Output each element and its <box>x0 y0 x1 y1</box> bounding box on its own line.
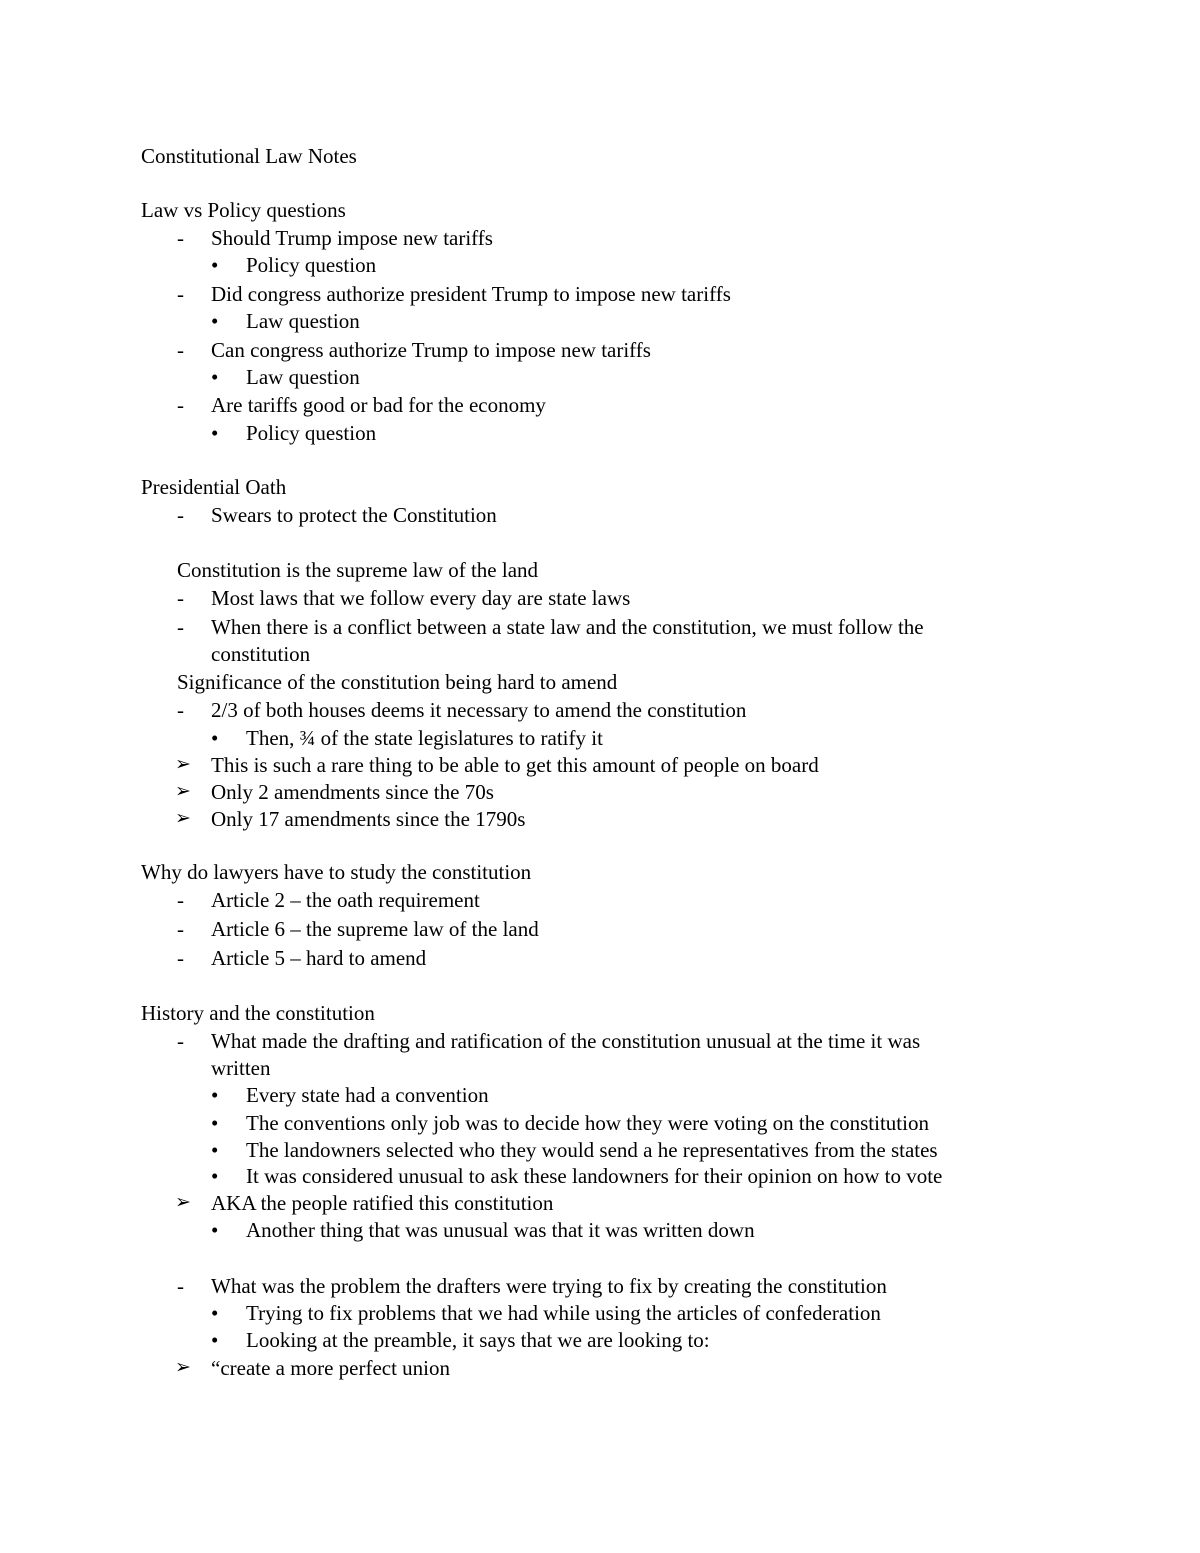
list-item: Trying to fix problems that we had while using the articles of confederation <box>246 1301 881 1325</box>
bullet-marker: • <box>211 726 219 750</box>
dash-marker: - <box>177 946 184 970</box>
list-item: Law question <box>246 309 360 333</box>
list-item: It was considered unusual to ask these landowners for their opinion on how to vote <box>246 1164 943 1188</box>
dash-marker: - <box>177 615 184 639</box>
list-item: 2/3 of both houses deems it necessary to amend the constitution <box>211 698 747 722</box>
list-item: Looking at the preamble, it says that we are looking to: <box>246 1328 710 1352</box>
dash-marker: - <box>177 226 184 250</box>
list-item-continuation: constitution <box>211 642 311 666</box>
bullet-marker: • <box>211 421 219 445</box>
bullet-marker: • <box>211 1083 219 1107</box>
bullet-marker: • <box>211 1111 219 1135</box>
bullet-marker: • <box>211 253 219 277</box>
dash-marker: - <box>177 1274 184 1298</box>
list-item: Policy question <box>246 253 377 277</box>
dash-marker: - <box>177 1029 184 1053</box>
list-item: “create a more perfect union <box>211 1356 451 1380</box>
subsection-heading: Significance of the constitution being hard to amend <box>177 670 618 694</box>
list-item: Law question <box>246 365 360 389</box>
list-item: Article 6 – the supreme law of the land <box>211 917 539 941</box>
list-item: When there is a conflict between a state law and the constitution, we must follow the <box>211 615 924 639</box>
list-item: What was the problem the drafters were trying to fix by creating the constitution <box>211 1274 887 1298</box>
bullet-marker: • <box>211 365 219 389</box>
list-item: The landowners selected who they would send a he representatives from the states <box>246 1138 938 1162</box>
subsection-heading: Constitution is the supreme law of the land <box>177 558 539 582</box>
section-heading: Presidential Oath <box>141 475 287 499</box>
arrow-marker-icon: ➢ <box>175 781 191 802</box>
document-title: Constitutional Law Notes <box>141 144 357 168</box>
list-item: Should Trump impose new tariffs <box>211 226 493 250</box>
list-item: Can congress authorize Trump to impose new tariffs <box>211 338 651 362</box>
list-item-continuation: written <box>211 1056 271 1080</box>
list-item: The conventions only job was to decide how they were voting on the constitution <box>246 1111 929 1135</box>
bullet-marker: • <box>211 1301 219 1325</box>
dash-marker: - <box>177 586 184 610</box>
list-item: Article 2 – the oath requirement <box>211 888 480 912</box>
list-item: This is such a rare thing to be able to get this amount of people on board <box>211 753 819 777</box>
dash-marker: - <box>177 503 184 527</box>
bullet-marker: • <box>211 309 219 333</box>
dash-marker: - <box>177 698 184 722</box>
list-item: Only 2 amendments since the 70s <box>211 780 494 804</box>
section-heading: Why do lawyers have to study the constitution <box>141 860 532 884</box>
bullet-marker: • <box>211 1218 219 1242</box>
dash-marker: - <box>177 393 184 417</box>
list-item: Another thing that was unusual was that it was written down <box>246 1218 755 1242</box>
list-item: Most laws that we follow every day are state laws <box>211 586 631 610</box>
list-item: Did congress authorize president Trump to impose new tariffs <box>211 282 731 306</box>
bullet-marker: • <box>211 1138 219 1162</box>
arrow-marker-icon: ➢ <box>175 808 191 829</box>
dash-marker: - <box>177 888 184 912</box>
section-heading: Law vs Policy questions <box>141 198 346 222</box>
list-item: Then, ¾ of the state legislatures to ratify it <box>246 726 603 750</box>
list-item: Policy question <box>246 421 377 445</box>
list-item: Article 5 – hard to amend <box>211 946 427 970</box>
list-item: Only 17 amendments since the 1790s <box>211 807 526 831</box>
dash-marker: - <box>177 282 184 306</box>
bullet-marker: • <box>211 1164 219 1188</box>
arrow-marker-icon: ➢ <box>175 1192 191 1213</box>
bullet-marker: • <box>211 1328 219 1352</box>
arrow-marker-icon: ➢ <box>175 1357 191 1378</box>
arrow-marker-icon: ➢ <box>175 754 191 775</box>
list-item: Are tariffs good or bad for the economy <box>211 393 546 417</box>
list-item: AKA the people ratified this constitution <box>211 1191 554 1215</box>
section-heading: History and the constitution <box>141 1001 375 1025</box>
list-item: Swears to protect the Constitution <box>211 503 497 527</box>
list-item: Every state had a convention <box>246 1083 489 1107</box>
dash-marker: - <box>177 338 184 362</box>
list-item: What made the drafting and ratification of the constitution unusual at the time it was <box>211 1029 921 1053</box>
dash-marker: - <box>177 917 184 941</box>
